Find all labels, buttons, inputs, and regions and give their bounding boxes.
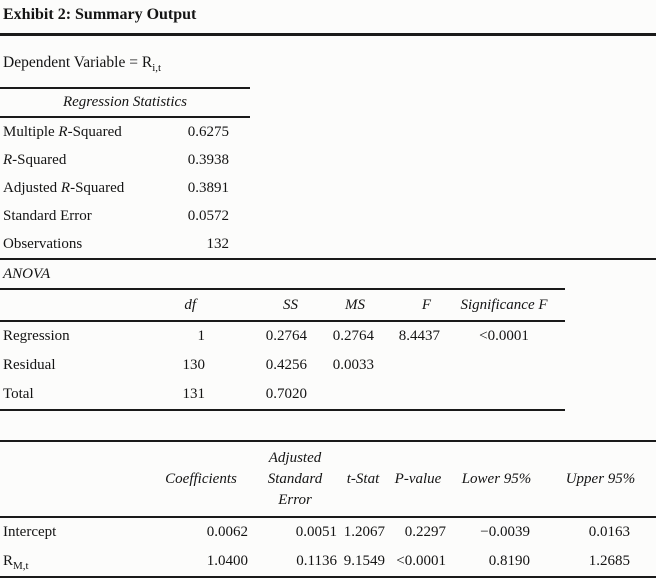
anova-f-value [377,380,443,410]
coefficients-header-lower-95: Lower 95% [448,441,545,517]
anova-df-value: 1 [197,328,205,344]
coefficients-header-row [0,441,656,517]
anova-header-blank [0,289,150,321]
anova-significance-f-value [443,380,565,410]
stat-value: 0.6275 [187,124,229,140]
coefficient-row-label: Intercept [3,524,57,540]
stat-label: Adjusted R-Squared [3,180,125,196]
anova-section-label: ANOVA [3,266,51,282]
coefficient-value: 1.0400 [206,553,248,569]
stat-row-standard-error [0,202,250,230]
p-value: <0.0001 [396,553,446,569]
stat-label: Standard Error [3,208,92,224]
dependent-variable-subscript: i,t [152,62,162,75]
anova-header-ss: SS [208,289,310,321]
coefficients-header-blank [0,441,150,517]
anova-row-total [0,380,565,410]
anova-row-label: Total [3,386,34,402]
anova-ss-value: 0.2764 [265,328,307,344]
standard-error-value: 0.1136 [296,553,337,569]
stat-value: 0.0572 [187,208,229,224]
stat-row-r-squared [0,146,250,174]
coefficients-row-intercept [0,517,656,547]
coefficient-value: 0.0062 [206,524,248,540]
anova-f-value [377,351,443,380]
stat-label: R-Squared [3,152,67,168]
anova-row-residual [0,351,565,380]
stat-label: Observations [3,236,83,252]
anova-header-f: F [377,289,443,321]
anova-row-label: Residual [3,357,56,373]
coefficients-header-p-value: P-value [388,441,448,517]
stat-row-observations [0,230,250,258]
anova-header-row [0,289,565,321]
anova-row-label: Regression [3,328,70,344]
anova-significance-f-value: <0.0001 [479,328,529,344]
stat-value: 132 [206,236,229,252]
title-rule [0,33,656,36]
standard-error-value: 0.0051 [295,524,337,540]
stat-row-adjusted-r-squared [0,174,250,202]
anova-df-value: 130 [182,357,205,373]
coefficients-header-adjusted-standard-error: Adjusted Standard Error [252,441,338,517]
anova-ss-value: 0.7020 [265,386,307,402]
regression-statistics-table [0,87,250,258]
coefficients-header-coefficients: Coefficients [150,441,252,517]
lower-95-value: −0.0039 [480,524,530,540]
t-stat-value: 9.1549 [343,553,385,569]
anova-ms-value [310,380,377,410]
stat-label: Multiple R-Squared [3,124,122,140]
anova-significance-f-value [443,351,565,380]
anova-ms-value: 0.0033 [332,357,374,373]
anova-row-regression [0,321,565,351]
regression-statistics-header: Regression Statistics [62,94,188,110]
coefficients-row-market-return [0,547,656,577]
anova-df-value: 131 [182,386,205,402]
lower-95-value: 0.8190 [488,553,530,569]
coefficients-header-t-stat: t-Stat [338,441,388,517]
p-value: 0.2297 [404,524,446,540]
anova-header-df: df [150,289,208,321]
coefficients-header-upper-95: Upper 95% [545,441,656,517]
anova-header-significance-f: Significance F [443,289,565,321]
stat-value: 0.3938 [187,152,229,168]
dependent-variable-text: Dependent Variable = R [3,54,153,71]
exhibit-title: Exhibit 2: Summary Output [3,6,197,23]
anova-table [0,288,565,411]
coefficient-row-label: $R_{M,t}$ [3,553,29,572]
anova-ms-value: 0.2764 [332,328,374,344]
stat-row-multiple-r-squared [0,118,250,146]
stat-value: 0.3891 [187,180,229,196]
dependent-variable-line [0,51,656,75]
upper-95-value: 0.0163 [588,524,630,540]
anova-header-ms: MS [310,289,377,321]
t-stat-value: 1.2067 [343,524,385,540]
anova-f-value: 8.4437 [398,328,440,344]
coefficients-table [0,440,656,578]
section-gap [0,411,656,440]
anova-ss-value: 0.4256 [265,357,307,373]
upper-95-value: 1.2685 [588,553,630,569]
